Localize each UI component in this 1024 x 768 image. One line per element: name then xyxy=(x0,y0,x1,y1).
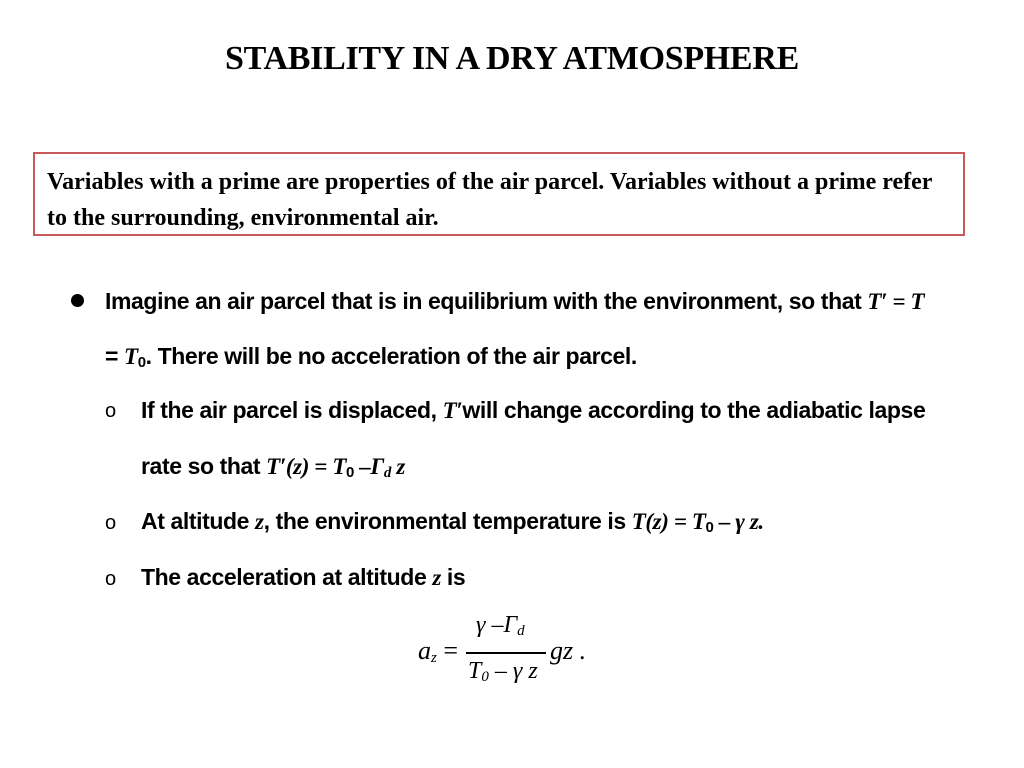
acceleration-formula xyxy=(418,612,598,692)
definition-note-box xyxy=(33,152,965,236)
formula-denominator: $T_0$ – γ z xyxy=(468,658,538,685)
sub-bullet-3: The acceleration at altitude z is xyxy=(141,564,466,590)
sub-bullet-1-line-1: If the air parcel is displaced, T′will change according to the adiabatic lapse xyxy=(141,397,926,423)
sub-bullet-marker-3: o xyxy=(105,568,117,590)
formula-numerator: γ $-\Gamma_d$ xyxy=(476,612,525,639)
sub-bullet-marker-1: o xyxy=(105,400,117,422)
sub-bullet-marker-2: o xyxy=(105,512,117,534)
bullet-1-line-1: Imagine an air parcel that is in equilibrium with the environment, so that T′ = T xyxy=(105,288,925,314)
fraction-bar xyxy=(466,652,546,654)
note-text: Variables with a prime are properties of the air parcel. Variables without a prime refer to the surrounding, environmental air. xyxy=(47,169,933,231)
math-t-prime-equals-t: T′ = T xyxy=(867,289,925,314)
sub-bullet-2: At altitude z, the environmental temperature is $T(z) = T_0 - \gamma$ z. xyxy=(141,508,764,536)
formula-lhs: $a_z$ = xyxy=(418,636,459,666)
bullet-1-line-2: = $T_0$. There will be no acceleration of the air parcel. xyxy=(105,343,637,371)
bullet-dot-icon xyxy=(71,294,84,307)
sub-bullet-1-line-2: rate so that $T'(z) = T_0$ $-\Gamma_d$ z xyxy=(141,453,405,481)
slide-title: STABILITY IN A DRY ATMOSPHERE xyxy=(225,40,799,77)
formula-rhs: gz . xyxy=(550,636,587,665)
